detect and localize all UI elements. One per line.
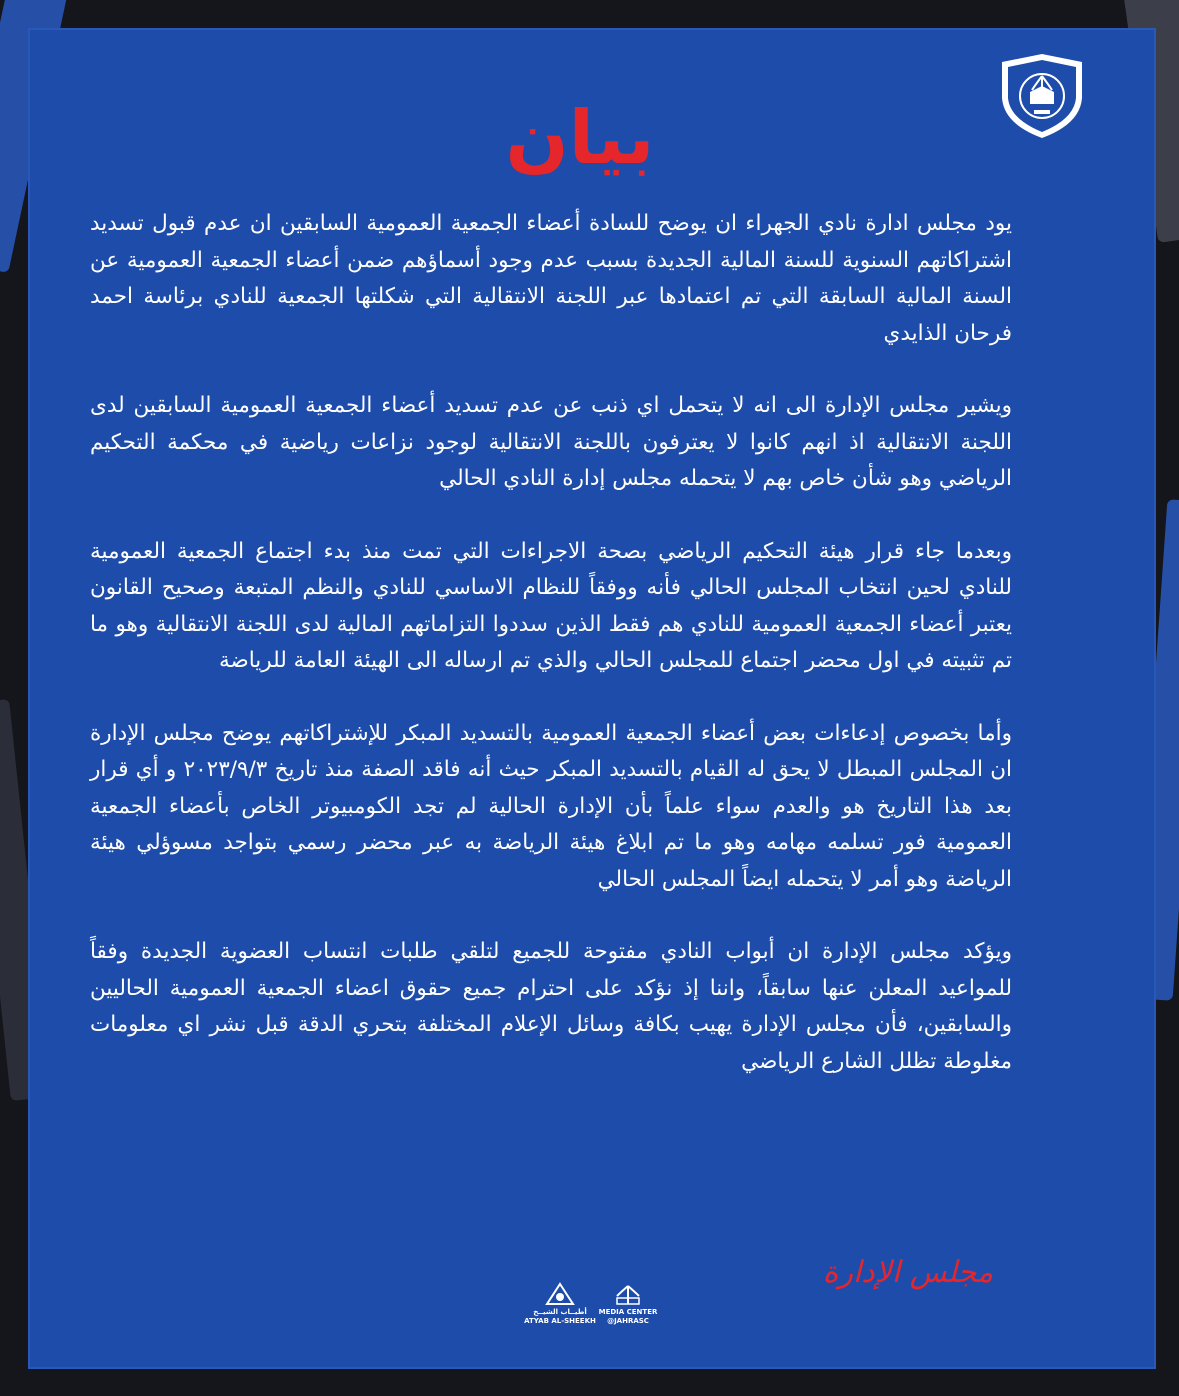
statement-paragraph: وبعدما جاء قرار هيئة التحكيم الرياضي بصحة الاجراءات التي تمت منذ بدء اجتماع الجمعية العمومية للنادي لحين انتخاب المجلس الحالي فأنه ووفقاً للنظام الاساسي للنادي والنظم المتبعة وصحيح القانون يعتبر أعضاء الجمعية العمومية للنادي هم فقط الذين سددوا التزاماتهم المالية لدى اللجنة الانتقالية وهو ما تم تثبيته في اول محضر اجتماع للمجلس الحالي والذي تم ارساله الى الهيئة العامة للرياضة <box>90 538 1012 673</box>
statement-paragraph: ويؤكد مجلس الإدارة ان أبواب النادي مفتوحة للجميع لتلقي طلبات انتساب العضوية الجديدة وفقاً للمواعيد المعلن عنها سابقاً، واننا إذ نؤكد على احترام جميع حقوق اعضاء الجمعية العمومية الحاليين والسابقين، فأن مجلس الإدارة يهيب بكافة وسائل الإعلام المختلفة بتحري الدقة قبل نشر اي معلومات مغلوطة تظلل الشارع الرياضي <box>90 939 1012 1074</box>
media-center-logo-icon <box>588 1282 668 1308</box>
media-center-handle: @JAHRASC <box>607 1317 649 1325</box>
statement-paragraph: وأما بخصوص إدعاءات بعض أعضاء الجمعية العمومية بالتسديد المبكر للإشتراكاتهم يوضح مجلس الإدارة ان المجلس المبطل لا يحق له القيام بالتسديد المبكر حيث أنه فاقد الصفة منذ تاريخ ٢٠٢٣/٩/٣ و أي قرار بعد هذا التاريخ هو والعدم سواء علماً بأن الإدارة الحالية لم تجد الكومبيوتر الخاص بأعضاء الجمعية العمومية فور تسلمه مهامه وهو ما تم ابلاغ هيئة الرياضة به عبر محضر رسمي بتواجد مسوؤلي هيئة الرياضة وهو أمر لا يتحمله ايضاً المجلس الحالي <box>90 720 1012 892</box>
media-center-logo <box>588 1282 668 1342</box>
jahra-club-crest-icon <box>1000 52 1084 140</box>
atyab-latin-text: ATYAB AL-SHEEKH <box>524 1317 596 1325</box>
statement-body <box>90 206 1012 1116</box>
page-title: بيان <box>505 95 655 181</box>
atyab-arabic-text: أطيــاب الشيــخ <box>533 1308 587 1316</box>
statement-paragraph: ويشير مجلس الإدارة الى انه لا يتحمل اي ذنب عن عدم تسديد أعضاء الجمعية العمومية السابقين لدى اللجنة الانتقالية اذ انهم كانوا لا يعترفون باللجنة الانتقالية لوجود نزاعات رياضية في محكمة التحكيم الرياضي وهو شأن خاص بهم لا يتحمله مجلس إدارة النادي الحالي <box>90 393 1012 491</box>
board-signature: مجلس الإدارة <box>822 1255 994 1290</box>
media-center-text: MEDIA CENTER <box>598 1308 658 1316</box>
statement-paragraph: يود مجلس ادارة نادي الجهراء ان يوضح للسادة أعضاء الجمعية العمومية السابقين ان عدم قبول تسديد اشتراكاتهم السنوية للسنة المالية الجديدة بسبب عدم وجود أسماؤهم ضمن أعضاء الجمعية العمومية عن السنة المالية السابقة التي تم اعتمادها عبر اللجنة الانتقالية التي شكلتها الجمعية للنادي برئاسة احمد فرحان الذايدي <box>90 211 1012 346</box>
